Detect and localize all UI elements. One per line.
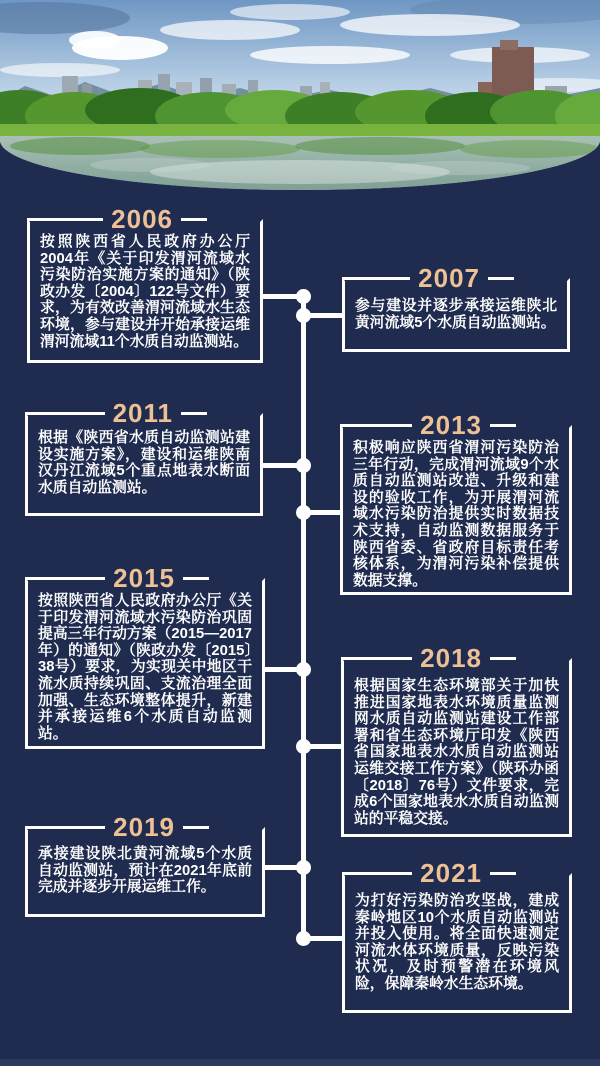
event-text: 按照陕西省人民政府办公厅2004年《关于印发渭河流域水污染防治实施方案的通知》（陕政办发〔2004〕122号文件）要求，为有效改善渭河流域水生态环境，参与建设并开始承接运维渭河流域11个水质自动监测站。 bbox=[40, 234, 250, 350]
timeline-spine bbox=[301, 292, 306, 945]
timeline-event-2018 bbox=[341, 643, 572, 837]
event-year-label: 2021 bbox=[420, 858, 482, 888]
event-year-header bbox=[341, 645, 572, 671]
timeline-event-2019 bbox=[25, 812, 265, 917]
year-divider-dash bbox=[183, 577, 209, 580]
event-year-label: 2007 bbox=[418, 263, 480, 293]
event-year-label: 2018 bbox=[420, 643, 482, 673]
event-year-header bbox=[340, 412, 572, 438]
timeline-node-2021 bbox=[296, 931, 311, 946]
year-divider-line bbox=[25, 826, 105, 829]
year-divider-line bbox=[25, 412, 105, 415]
event-year-label: 2006 bbox=[111, 204, 173, 234]
year-divider-line bbox=[25, 577, 105, 580]
event-text: 参与建设并逐步承接运维陕北黄河流域5个水质自动监测站。 bbox=[355, 298, 557, 331]
event-text: 根据《陕西省水质自动监测站建设实施方案》，建设和运维陕南汉丹江流域5个重点地表水断面水质自动监测站。 bbox=[38, 430, 250, 496]
event-year-header bbox=[25, 814, 265, 840]
timeline-event-2013 bbox=[340, 410, 572, 595]
footer-strip bbox=[0, 1059, 600, 1066]
event-year-label: 2019 bbox=[113, 812, 175, 842]
event-year-label: 2013 bbox=[420, 410, 482, 440]
event-year-label: 2011 bbox=[112, 398, 173, 428]
timeline-event-2021 bbox=[342, 858, 572, 1013]
year-divider-line bbox=[27, 218, 103, 221]
timeline-event-2006 bbox=[27, 204, 263, 363]
year-divider-dash bbox=[490, 657, 516, 660]
header-photo bbox=[0, 0, 600, 190]
event-text: 按照陕西省人民政府办公厅《关于印发渭河流域水污染防治巩固提高三年行动方案（2015—2017年）的通知》（陕政办发〔2015〕38号）要求，为实现关中地区干流水质持续巩固、支流治理全面加强、生态环境整体提升，新建并承接运维6个水质自动监测站。 bbox=[38, 593, 252, 742]
event-year-header bbox=[342, 265, 570, 291]
event-year-header bbox=[342, 860, 572, 886]
year-divider-line bbox=[342, 277, 410, 280]
year-divider-dash bbox=[488, 277, 514, 280]
event-text: 积极响应陕西省渭河污染防治三年行动，完成渭河流域9个水质自动监测站改造、升级和建设的验收工作，为开展渭河流域水污染防治提供实时数据技术支持，自动监测数据服务于陕西省委、省政府目标责任考核体系，为渭河污染补偿提供数据支撑。 bbox=[353, 440, 559, 589]
year-divider-dash bbox=[490, 424, 516, 427]
event-year-header bbox=[25, 565, 265, 591]
timeline-event-2015 bbox=[25, 563, 265, 749]
year-divider-dash bbox=[181, 412, 207, 415]
timeline-node-2018 bbox=[296, 739, 311, 754]
timeline-node-2015 bbox=[296, 662, 311, 677]
timeline-event-2007 bbox=[342, 263, 570, 352]
timeline-node-2013 bbox=[296, 505, 311, 520]
event-year-label: 2015 bbox=[113, 563, 175, 593]
event-text: 为打好污染防治攻坚战，建成秦岭地区10个水质自动监测站并投入使用。将全面快速测定河流水体环境质量，反映污染状况，及时预警潜在环境风险，保障秦岭水生态环境。 bbox=[355, 893, 559, 992]
year-divider-dash bbox=[183, 826, 209, 829]
year-divider-dash bbox=[490, 872, 516, 875]
timeline-node-2006 bbox=[296, 289, 311, 304]
year-divider-line bbox=[340, 424, 412, 427]
event-text: 承接建设陕北黄河流域5个水质自动监测站，预计在2021年底前完成并逐步开展运维工作。 bbox=[38, 846, 252, 896]
event-year-header bbox=[25, 400, 263, 426]
timeline-node-2011 bbox=[296, 458, 311, 473]
timeline-event-2011 bbox=[25, 398, 263, 516]
year-divider-dash bbox=[181, 218, 207, 221]
year-divider-line bbox=[341, 657, 412, 660]
landscape-scene-graphic bbox=[0, 0, 600, 190]
timeline-node-2019 bbox=[296, 860, 311, 875]
event-text: 根据国家生态环境部关于加快推进国家地表水环境质量监测网水质自动监测站建设工作部署和省生态环境厅印发《陕西省国家地表水水质自动监测站运维交接工作方案》（陕环办函〔2018〕76号）文件要求，完成6个国家地表水水质自动监测站的平稳交接。 bbox=[354, 678, 559, 827]
tree-line bbox=[0, 88, 600, 140]
event-year-header bbox=[27, 206, 263, 232]
timeline-node-2007 bbox=[296, 308, 311, 323]
year-divider-line bbox=[342, 872, 412, 875]
